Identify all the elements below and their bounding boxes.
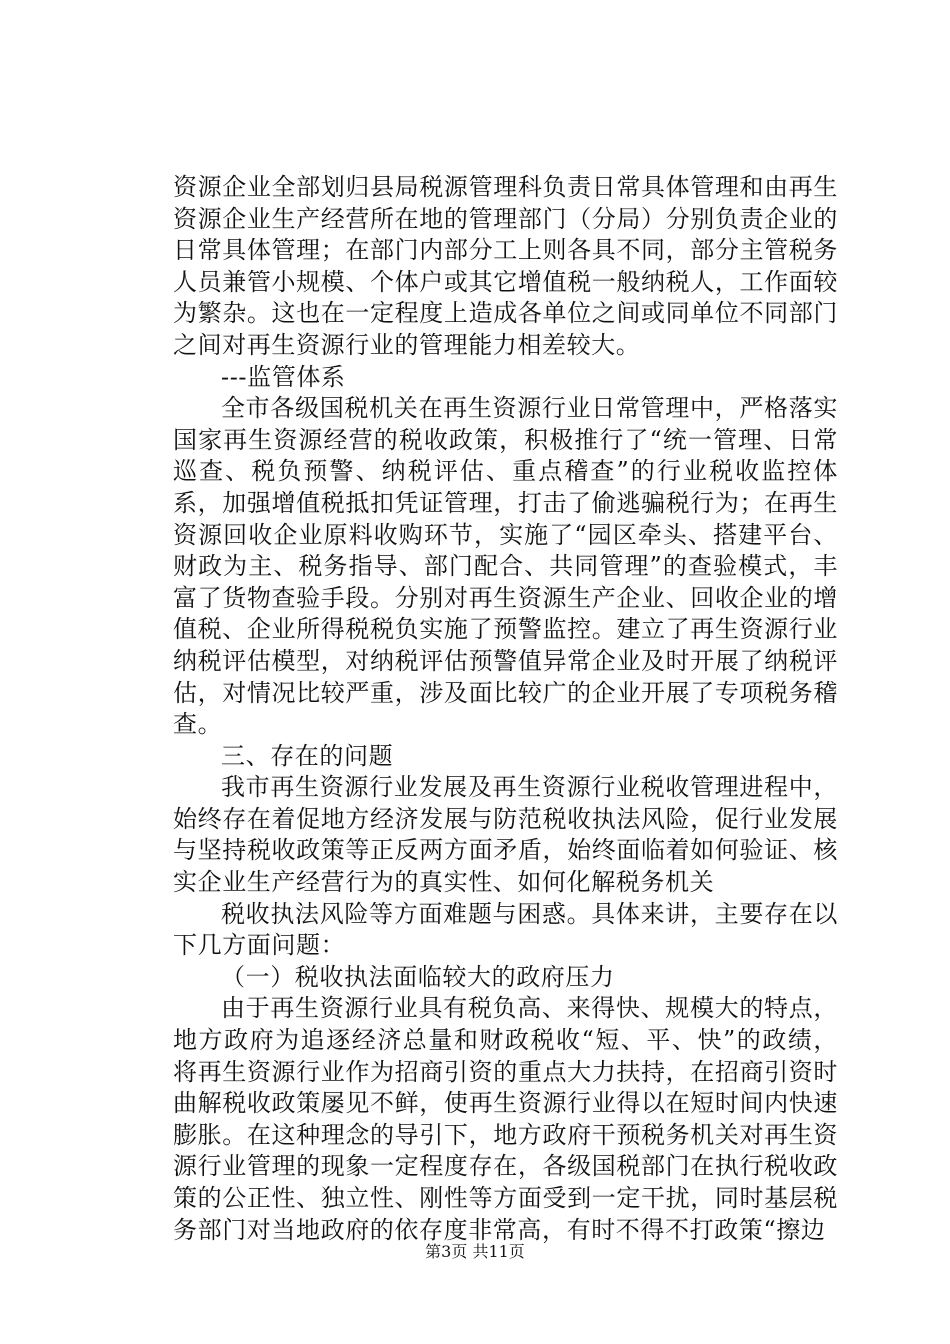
paragraph-problems-intro: 我市再生资源行业发展及再生资源行业税收管理进程中，始终存在着促地方经济发展与防范税收执法风险，促行业发展与坚持税收政策等正反两方面矛盾，始终面临着如何验证、核实企业生产经营行为的真实性、如何化解税务机关 [173, 773, 838, 897]
paragraph-government-pressure: 由于再生资源行业具有税负高、来得快、规模大的特点，地方政府为追逐经济总量和财政税收“短、平、快”的政绩，将再生资源行业作为招商引资的重点大力扶持，在招商引资时曲解税收政策屡见不鲜，使再生资源行业得以在短时间内快速膨胀。在这种理念的导引下，地方政府干预税务机关对再生资源行业管理的现象一定程度存在，各级国税部门在执行税收政策的公正性、独立性、刚性等方面受到一定干扰，同时基层税务部门对当地政府的依存度非常高，有时不得不打政策“擦边 [173, 994, 838, 1244]
paragraph-supervision-system: 全市各级国税机关在再生资源行业日常管理中，严格落实国家再生资源经营的税收政策，积极推行了“统一管理、日常巡查、税负预警、纳税评估、重点稽查”的行业税收监控体系，加强增值税抵扣凭证管理，打击了偷逃骗税行为；在再生资源回收企业原料收购环节，实施了“园区牵头、搭建平台、财政为主、税务指导、部门配合、共同管理”的查验模式，丰富了货物查验手段。分别对再生资源生产企业、回收企业的增值税、企业所得税税负实施了预警监控。建立了再生资源行业纳税评估模型，对纳税评估预警值异常企业及时开展了纳税评估，对情况比较严重，涉及面比较广的企业开展了专项税务稽查。 [173, 394, 838, 739]
section-heading-existing-problems: 三、存在的问题 [221, 741, 394, 770]
subsection-heading-government-pressure: （一）税收执法面临较大的政府压力 [221, 962, 615, 991]
page-footer: 第3页 共11页 [425, 1242, 525, 1261]
section-heading-supervision-system: ---监管体系 [221, 362, 346, 391]
paragraph-management-division: 资源企业全部划归县局税源管理科负责日常具体管理和由再生资源企业生产经营所在地的管理部门（分局）分别负责企业的日常具体管理；在部门内部分工上则各具不同，部分主管税务人员兼管小规模、个体户或其它增值税一般纳税人，工作面较为繁杂。这也在一定程度上造成各单位之间或同单位不同部门之间对再生资源行业的管理能力相差较大。 [173, 173, 838, 359]
paragraph-problems-continued: 税收执法风险等方面难题与困惑。具体来讲，主要存在以下几方面问题： [173, 899, 838, 960]
body-text [173, 172, 838, 1246]
